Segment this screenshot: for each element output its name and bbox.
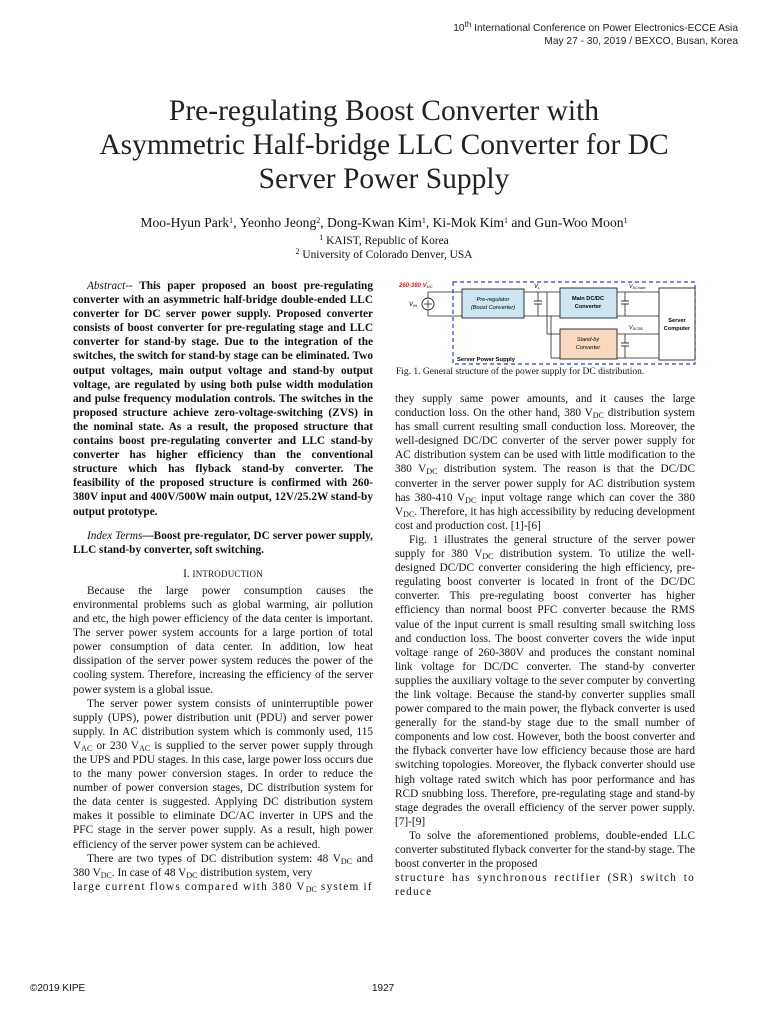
- main-dcdc-block: [560, 288, 617, 318]
- server-sublabel: Computer: [663, 326, 691, 332]
- pre-regulator-block: [462, 289, 524, 318]
- affiliation: $^2$ University of Colorado Denver, USA: [295, 247, 473, 261]
- conference-line-1: 10th International Conference on Power Electronics-ECCE Asia: [453, 20, 738, 34]
- figure-caption: Fig. 1. General structure of the power supply for DC distribution.: [396, 367, 645, 377]
- affiliations: [30, 234, 738, 262]
- pre-regulator-sublabel: (Boost Converter): [470, 305, 516, 311]
- author: Ki-Mok Kim: [432, 215, 504, 230]
- stand-by-block: [560, 329, 617, 359]
- vsb-label: VDCSB: [629, 325, 643, 331]
- stand-by-label: Stand-by: [576, 337, 600, 343]
- vl-label: VL: [534, 284, 541, 290]
- server-label: Server: [668, 318, 686, 324]
- figure-1-diagram: [397, 278, 697, 368]
- section-heading: I. INTRODUCTION: [183, 567, 263, 580]
- pre-regulator-label: Pre-regulator: [476, 297, 510, 303]
- vin-label: VIN: [409, 302, 418, 308]
- author: Moo-Hyun Park: [140, 215, 230, 230]
- paragraph: There are two types of DC distribution system: 48 $V_{DC}$ and 380 $V_{DC}$. In case of 48 $V_{DC}$ distribution system, very large current flows compared with 380 $V_{DC}$ system if: [73, 852, 373, 894]
- paragraph: Because the large power consumption causes the environmental problems such as global warming, air pollution and etc, the high power efficiency of the data center is important. The server power system accounts for a large portion of total power consumption of data center. In addition, low heat dissipation of the server power system reduces the power of the cooling system. Therefore, increasing the efficiency of the server power system is a global issue.: [73, 584, 373, 696]
- paragraph: Fig. 1 illustrates the general structure of the server power supply for 380 $V_{DC}$ distribution system. To utilize the well-designed DC/DC converter considering the high efficiency, pre-regulating boost converter is located in front of the DC/DC converter. This pre-regulating boost converter has higher efficiency than normal boost PFC converter because the RMS value of the input current is small resulting small switching loss and conduction loss. The boost converter covers the wide input voltage range of 260-380V and produces the constant nominal link voltage for DC/DC converter. The stand-by converter supplies the auxiliary voltage to the sever computer by converting the link voltage. Because the stand-by converter supplies small power compared to the main power, the flyback converter is used generally for the stand-by stage due to the small number of components and low cost. However, both the boost converter and the flyback converter have low efficiency because those are hard switching topologies. Moreover, the flyback converter should use high voltage rated switch which has poor performance and has RCD snubbing loss. Therefore, pre-regulating stage and stand-by stage degrades the overall efficiency of the server power supply. [7]-[9]: [395, 533, 695, 828]
- input-range-label: 260-380 VDC: [399, 283, 433, 289]
- abstract: Abstract-- This paper proposed an boost pre-regulating converter with an asymmetric half-bridge double-ended LLC converter for DC server power supply. Proposed converter consists of boost converter for pre-regulating stage and LLC converter for stand-by stage. Due to the integration of the switches, the switch for stand-by stage can be eliminated. Two output voltages, main output voltage and stand-by output voltage, are regulated by using both pulse width modulation and pulse frequency modulation controls. The switches in the proposed structure achieve zero-voltage-switching (ZVS) in the nominal state. As a result, the proposed structure that contains boost pre-regulating converter and LLC stand-by converter has higher efficiency than the conventional structure which has flyback stand-by converter. The feasibility of the proposed structure is confirmed with 260-380V input and 400V/500W main output, 12V/25.2W stand-by output prototype.: [73, 280, 373, 518]
- paragraph: The server power system consists of uninterruptible power supply (UPS), power distribution unit (PDU) and server power supply. In AC distribution system which is commonly used, 115 $V_{AC}$ or 230 $V_{AC}$ is supplied to the server power supply through the UPS and PDU stages. In this case, large power loss occurs due to the many power conversion stages. In order to reduce the number of power conversion stages, DC distribution system for the data center is suggested. Applying DC distribution system makes it possible to eliminate DC/AC inverter in UPS and the PFC stage in the server power supply. As a result, high power efficiency of the server power system can be achieved.: [73, 697, 373, 851]
- server-computer-block: [659, 288, 695, 360]
- main-dcdc-sublabel: Converter: [574, 304, 602, 310]
- main-dcdc-label: Main DC/DC: [571, 296, 605, 302]
- paper-title: Pre-regulating Boost Converter with Asymmetric Half-bridge LLC Converter for DC Server Power Supply: [99, 95, 669, 195]
- copyright: ©2019 KIPE: [30, 983, 86, 994]
- author: Yeonho Jeong: [239, 215, 317, 230]
- paragraph: they supply same power amounts, and it causes the large conduction loss. On the other hand, 380 $V_{DC}$ distribution system has small current resulting small conduction loss. Moreover, the well-designed DC/DC converter of the server power supply for AC distribution system can be used with little modification to the 380 $V_{DC}$ distribution system. The reason is that the DC/DC converter in the server power supply for AC distribution system has 380-410 $V_{DC}$ input voltage range which can cover the 380 $V_{DC}$. Therefore, it has high accessibility by reducing development cost and production cost. [1]-[6]: [395, 393, 696, 532]
- conference-line-2: May 27 - 30, 2019 / BEXCO, Busan, Korea: [544, 36, 738, 47]
- affiliation: $^1$ KAIST, Republic of Korea: [319, 233, 449, 247]
- page-number: 1927: [372, 983, 395, 994]
- right-column: [395, 392, 695, 899]
- author-list: Moo-Hyun Park$^1$, Yeonho Jeong$^2$, Dong-Kwan Kim$^1$, Ki-Mok Kim$^1$ and Gun-Woo Moon$^1$: [140, 215, 628, 230]
- paragraph: To solve the aforementioned problems, double-ended LLC converter substituted flyback converter for the stand-by stage. The boost converter in the proposed structure has synchronous rectifier (SR) switch to reduce: [395, 829, 695, 899]
- author: Dong-Kwan Kim: [327, 215, 422, 230]
- author: Gun-Woo Moon: [534, 215, 624, 230]
- conference-header: [453, 22, 738, 48]
- index-terms: Index Terms—Boost pre-regulator, DC server power supply, LLC stand-by converter, soft switching.: [73, 529, 374, 556]
- server-power-supply-label: Server Power Supply: [457, 357, 515, 363]
- left-column: [73, 279, 373, 894]
- vdcmain-label: VDCmain: [629, 284, 646, 290]
- stand-by-sublabel: Converter: [575, 345, 601, 351]
